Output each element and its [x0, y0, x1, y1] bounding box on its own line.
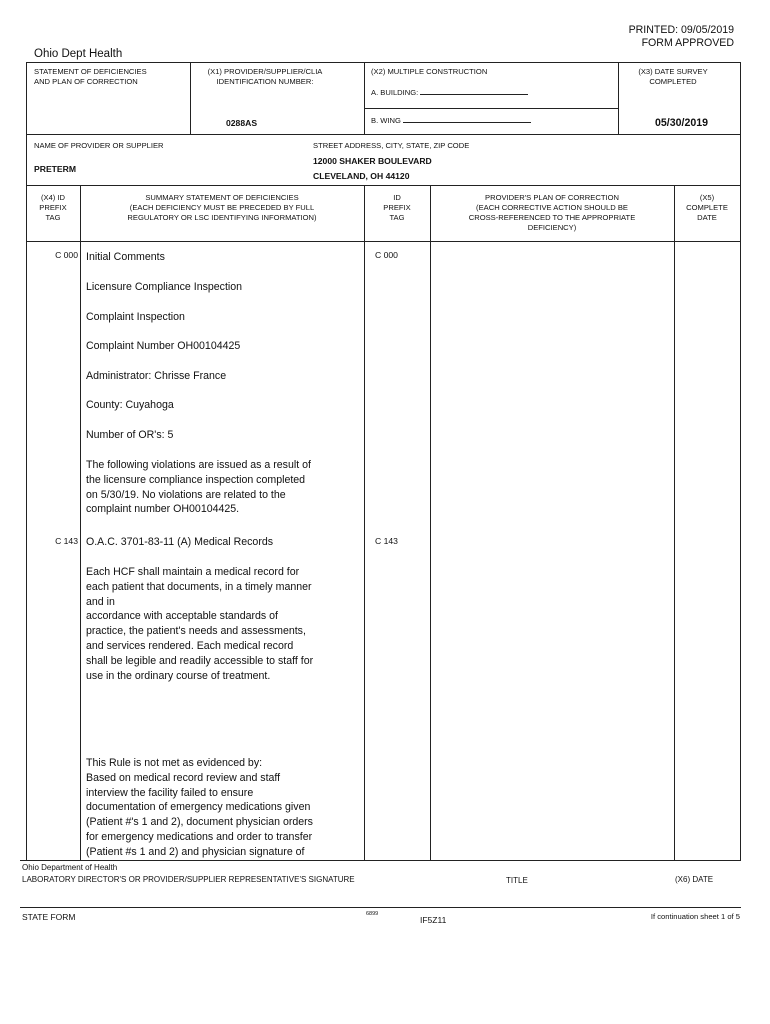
footer-divider — [20, 907, 741, 908]
statement-label: STATEMENT OF DEFICIENCIES AND PLAN OF CORRECTION — [34, 67, 147, 86]
table-right-edge — [740, 242, 741, 860]
row-divider — [26, 134, 741, 135]
entry-tag: C 000 — [55, 250, 78, 260]
department-label: Ohio Department of Health — [22, 863, 118, 872]
paragraph: Each HCF shall maintain a medical record for each patient that documents, in a timely manner and in accordance with acceptable standards of practice, the patient's needs and assessments, and services rendered. Each medical record shall be legible and readily accessible to staff for use in the ordinary course of treatment. — [86, 566, 314, 682]
x3-label: (X3) DATE SURVEY COMPLETED — [638, 67, 708, 86]
provider-name-label: NAME OF PROVIDER OR SUPPLIER — [34, 141, 164, 150]
signature-label: LABORATORY DIRECTOR'S OR PROVIDER/SUPPLIER REPRESENTATIVE'S SIGNATURE — [22, 875, 355, 884]
paragraph: The following violations are issued as a result of the licensure compliance inspection completed on 5/30/19. No violations are related to the complaint number OH00104425. — [86, 459, 311, 516]
id-header: ID PREFIX TAG — [383, 193, 411, 222]
plan-header: PROVIDER'S PLAN OF CORRECTION (EACH CORRECTIVE ACTION SHOULD BE CROSS-REFERENCED TO THE APPROPRIATE DEFICIENCY) — [468, 193, 636, 232]
paragraph: Complaint Number OH00104425 — [86, 340, 241, 352]
paragraph: O.A.C. 3701-83-11 (A) Medical Records — [86, 536, 274, 548]
paragraph: Initial Comments — [86, 251, 165, 263]
survey-date: 05/30/2019 — [655, 117, 709, 129]
address-line1: 12000 SHAKER BOULEVARD — [313, 156, 432, 166]
agency-name: Ohio Dept Health — [34, 48, 123, 60]
entry-id-tag: C 143 — [375, 536, 398, 546]
printed-date: PRINTED: 09/05/2019 — [628, 24, 734, 36]
col-divider — [364, 62, 365, 134]
title-label: TITLE — [506, 876, 528, 885]
paragraph: Complaint Inspection — [86, 311, 185, 323]
summary-header: SUMMARY STATEMENT OF DEFICIENCIES (EACH DEFICIENCY MUST BE PRECEDED BY FULL REGULATORY OR LSC IDENTIFYING INFORMATION) — [127, 193, 317, 222]
col-divider — [430, 185, 431, 860]
x6-date-label: (X6) DATE — [675, 875, 714, 884]
col-divider — [80, 185, 81, 860]
x2-label: (X2) MULTIPLE CONSTRUCTION — [371, 67, 488, 76]
row-divider — [364, 108, 618, 109]
x4-header: (X4) ID PREFIX TAG — [39, 193, 67, 222]
x1-label: (X1) PROVIDER/SUPPLIER/CLIA IDENTIFICATION NUMBER: — [207, 67, 323, 86]
form-id: IF5Z11 — [420, 915, 447, 925]
paragraph: Licensure Compliance Inspection — [86, 281, 243, 293]
paragraph: Number of OR's: 5 — [86, 429, 174, 441]
entry-body — [86, 250, 358, 265]
entry-id-tag: C 000 — [375, 250, 398, 260]
table-left-edge — [26, 242, 27, 860]
x5-header: (X5) COMPLETE DATE — [686, 193, 728, 222]
provider-name: PRETERM — [34, 164, 77, 174]
x1-value: 0288AS — [226, 118, 258, 128]
entry-tag: C 143 — [55, 536, 78, 546]
building-field: A. BUILDING: — [371, 86, 528, 98]
paragraph: This Rule is not met as evidenced by: Based on medical record review and staff interview the facility failed to ensure documentation of emergency medications given (Patient #'s 1 and 2), document physician orders for emergency medications and order to transfer (Patient #s 1 and 2) and physician signature of — [86, 757, 313, 858]
state-form-label: STATE FORM — [22, 912, 76, 922]
footer-divider — [20, 860, 741, 861]
form-approved: FORM APPROVED — [641, 37, 734, 49]
paragraph: County: Cuyahoga — [86, 399, 174, 411]
address-line2: CLEVELAND, OH 44120 — [313, 171, 410, 181]
col-divider — [364, 185, 365, 860]
paragraph: Administrator: Chrisse France — [86, 370, 227, 382]
wing-field: B. WING — [371, 114, 531, 126]
address-label: STREET ADDRESS, CITY, STATE, ZIP CODE — [313, 141, 470, 150]
continuation-label: If continuation sheet 1 of 5 — [650, 912, 740, 921]
col-divider — [674, 185, 675, 860]
form-number: 6899 — [366, 911, 379, 917]
row-divider — [26, 185, 741, 186]
